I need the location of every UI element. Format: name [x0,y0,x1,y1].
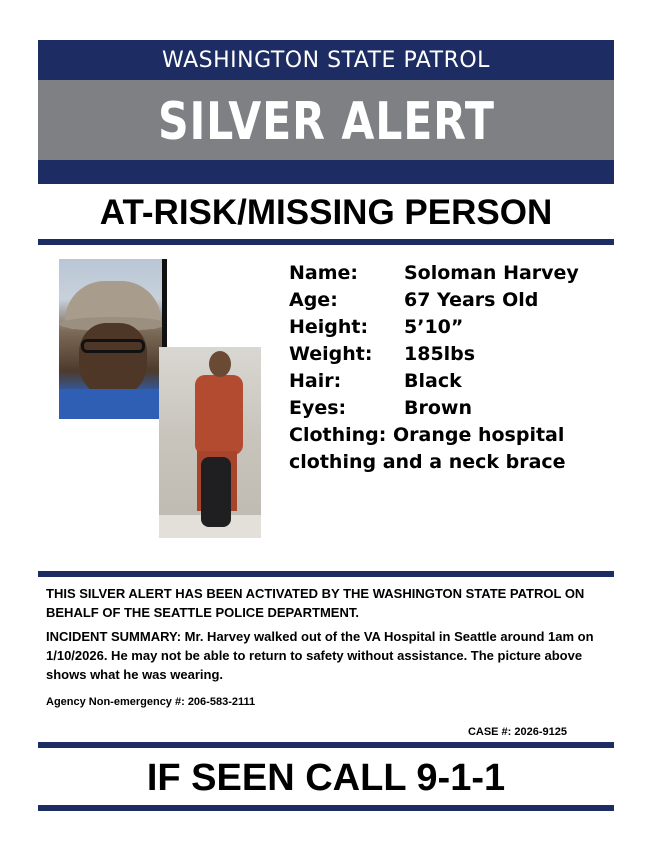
divider-lower [38,742,614,748]
detail-value: Black [404,370,462,392]
clothing-label: Clothing: [289,424,387,446]
page-headline: AT-RISK/MISSING PERSON [99,193,553,232]
detail-row-name [289,260,619,287]
banner-bottom-bar [38,160,614,184]
missing-person-clothing-photo [159,347,261,538]
detail-value: Soloman Harvey [404,262,579,284]
face-shape [79,323,147,397]
detail-row-eyes [289,395,619,422]
activation-notice: THIS SILVER ALERT HAS BEEN ACTIVATED BY THE WASHINGTON STATE PATROL ON BEHALF OF THE SEATTLE POLICE DEPARTMENT. [46,586,585,620]
detail-row-clothing [289,422,619,476]
detail-label: Name: [289,262,359,284]
shirt-shape [59,389,167,419]
detail-value: 5’10” [404,316,464,338]
divider-middle [38,571,614,577]
agency-phone: Agency Non-emergency #: 206-583-2111 [46,696,256,708]
case-number: CASE #: 2026-9125 [467,726,567,738]
missing-person-face-photo [59,259,167,419]
detail-row-weight [289,341,619,368]
bag-shape [201,457,231,527]
detail-row-height [289,314,619,341]
glasses-shape [81,339,145,353]
detail-label: Hair: [289,370,342,392]
clothing-value: Orange hospital clothing and a neck brace [289,424,566,473]
torso-shape [195,375,243,455]
detail-value: 67 Years Old [404,289,539,311]
person-details [289,260,619,476]
detail-value: 185lbs [404,343,476,365]
divider-bottom [38,805,614,811]
divider-top [38,239,614,245]
detail-label: Weight: [289,343,373,365]
incident-summary: INCIDENT SUMMARY: Mr. Harvey walked out of the VA Hospital in Seattle around 1am on 1/10/2026. He may not be able to return to safety without assistance. The picture above shows what he was wearing. [46,629,594,682]
detail-label: Age: [289,289,338,311]
detail-label: Height: [289,316,369,338]
detail-row-hair [289,368,619,395]
call-to-action: IF SEEN CALL 9-1-1 [146,757,506,799]
detail-row-age [289,287,619,314]
alert-title: SILVER ALERT [157,92,495,152]
detail-value: Brown [404,397,472,419]
alert-title-banner [38,80,614,160]
agency-banner: WASHINGTON STATE PATROL [38,40,614,80]
head-shape [209,351,231,377]
detail-label: Eyes: [289,397,347,419]
